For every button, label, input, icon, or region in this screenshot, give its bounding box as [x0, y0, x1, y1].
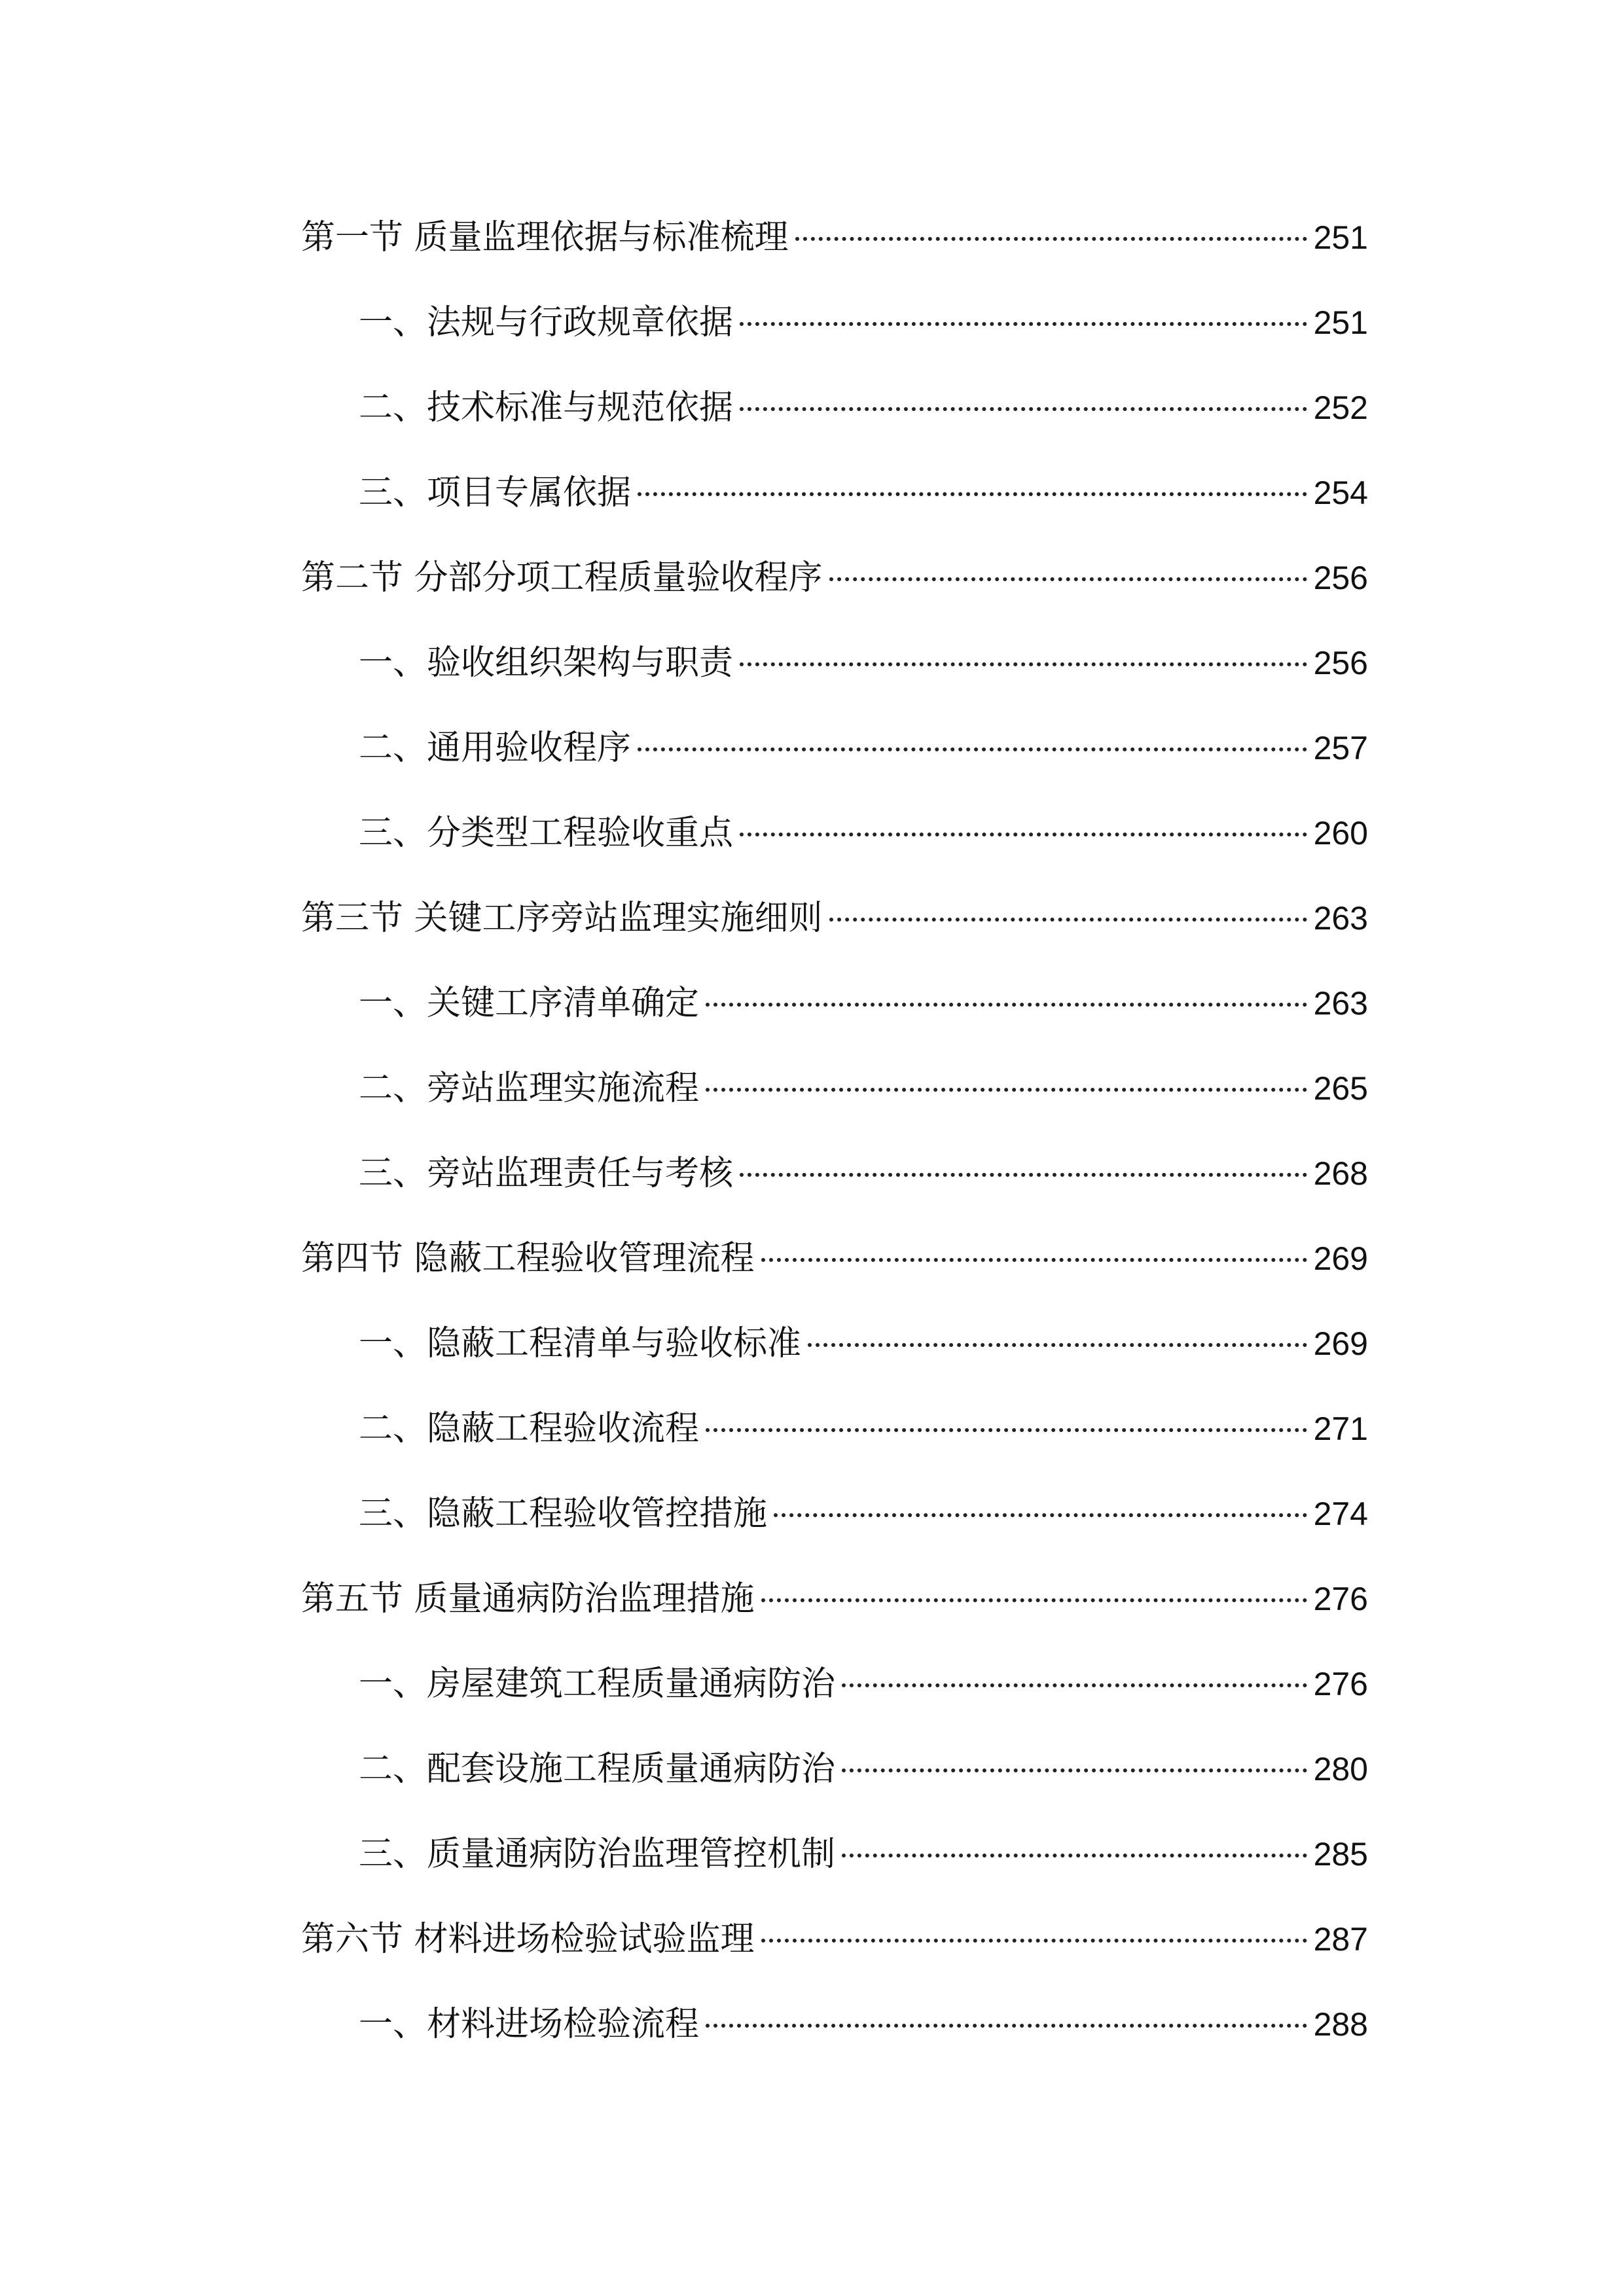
- toc-entry[interactable]: [359, 1311, 1368, 1376]
- toc-entry-page: 252: [1313, 389, 1368, 426]
- toc-dot-leader: [740, 407, 1307, 411]
- toc-dot-leader: [740, 322, 1307, 326]
- toc-entry-label: 第六节 材料进场检验试验监理: [301, 1920, 755, 1959]
- toc-entry-page: 280: [1313, 1751, 1368, 1787]
- toc-entry[interactable]: [301, 1566, 1368, 1632]
- toc-entry[interactable]: [301, 545, 1368, 611]
- toc-entry-label: 二、旁站监理实施流程: [359, 1069, 700, 1108]
- toc-entry-page: 251: [1313, 219, 1368, 256]
- toc-dot-leader: [829, 918, 1307, 922]
- toc-entry-page: 265: [1313, 1070, 1368, 1107]
- toc-entry[interactable]: [301, 205, 1368, 270]
- toc-entry-label: 三、隐蔽工程验收管控措施: [359, 1494, 768, 1534]
- toc-entry[interactable]: [359, 630, 1368, 696]
- toc-entry-page: 276: [1313, 1581, 1368, 1617]
- toc-entry-label: 三、分类型工程验收重点: [359, 814, 734, 853]
- toc-entry[interactable]: [359, 1736, 1368, 1802]
- toc-entry[interactable]: [359, 1056, 1368, 1121]
- toc-dot-leader: [795, 237, 1307, 241]
- toc-entry-page: 287: [1313, 1921, 1368, 1958]
- toc-dot-leader: [706, 1088, 1307, 1092]
- toc-entry-label: 第二节 分部分项工程质量验收程序: [301, 558, 823, 598]
- toc-dot-leader: [842, 1768, 1307, 1772]
- toc-entry-label: 三、旁站监理责任与考核: [359, 1154, 734, 1193]
- toc-entry[interactable]: [359, 1821, 1368, 1887]
- toc-entry-label: 第三节 关键工序旁站监理实施细则: [301, 899, 823, 938]
- toc-dot-leader: [761, 1598, 1307, 1602]
- toc-entry-label: 二、配套设施工程质量通病防治: [359, 1749, 836, 1789]
- toc-entry-label: 一、房屋建筑工程质量通病防治: [359, 1664, 836, 1704]
- toc-entry-page: 257: [1313, 730, 1368, 766]
- toc-dot-leader: [740, 833, 1307, 836]
- toc-dot-leader: [774, 1513, 1307, 1517]
- toc-entry-page: 271: [1313, 1410, 1368, 1447]
- toc-entry-label: 三、质量通病防治监理管控机制: [359, 1835, 836, 1874]
- toc-entry-label: 二、隐蔽工程验收流程: [359, 1409, 700, 1448]
- toc-entry-page: 276: [1313, 1666, 1368, 1702]
- toc-entry[interactable]: [359, 1481, 1368, 1547]
- toc-entry[interactable]: [359, 715, 1368, 781]
- toc-entry[interactable]: [359, 290, 1368, 355]
- toc-dot-leader: [808, 1343, 1307, 1347]
- toc-entry-page: 263: [1313, 985, 1368, 1022]
- toc-dot-leader: [829, 577, 1307, 581]
- toc-dot-leader: [638, 492, 1307, 496]
- toc-entry[interactable]: [359, 971, 1368, 1036]
- toc-entry-page: 288: [1313, 2006, 1368, 2043]
- toc-entry-page: 260: [1313, 815, 1368, 852]
- toc-entry-label: 三、项目专属依据: [359, 473, 632, 512]
- toc-entry-label: 第一节 质量监理依据与标准梳理: [301, 218, 789, 257]
- toc-entry-page: 263: [1313, 900, 1368, 937]
- toc-entry-label: 二、通用验收程序: [359, 728, 632, 768]
- toc-entry[interactable]: [359, 1396, 1368, 1462]
- toc-dot-leader: [740, 1173, 1307, 1177]
- toc-entry-label: 一、关键工序清单确定: [359, 984, 700, 1023]
- toc-entry-page: 254: [1313, 475, 1368, 511]
- toc-entry[interactable]: [301, 1226, 1368, 1291]
- toc-dot-leader: [842, 1683, 1307, 1687]
- toc-entry[interactable]: [301, 1907, 1368, 1972]
- toc-dot-leader: [761, 1258, 1307, 1262]
- toc-entry[interactable]: [359, 1141, 1368, 1206]
- toc-dot-leader: [761, 1939, 1307, 1943]
- toc-entry-page: 269: [1313, 1240, 1368, 1277]
- toc-dot-leader: [706, 2024, 1307, 2028]
- toc-entry[interactable]: [301, 886, 1368, 951]
- toc-entry-page: 274: [1313, 1496, 1368, 1532]
- toc-entry-label: 二、技术标准与规范依据: [359, 388, 734, 427]
- toc-dot-leader: [842, 1854, 1307, 1857]
- toc-entry-label: 第四节 隐蔽工程验收管理流程: [301, 1239, 755, 1278]
- toc-dot-leader: [706, 1003, 1307, 1007]
- toc-entry-label: 一、隐蔽工程清单与验收标准: [359, 1324, 802, 1363]
- toc-entry-page: 269: [1313, 1325, 1368, 1362]
- toc-entry-label: 一、验收组织架构与职责: [359, 643, 734, 683]
- toc-entry-label: 一、法规与行政规章依据: [359, 303, 734, 342]
- toc-entry-label: 一、材料进场检验流程: [359, 2005, 700, 2044]
- toc-dot-leader: [740, 662, 1307, 666]
- toc-entry[interactable]: [359, 800, 1368, 866]
- toc-entry[interactable]: [359, 1651, 1368, 1717]
- toc-entry[interactable]: [359, 375, 1368, 440]
- toc-entry-label: 第五节 质量通病防治监理措施: [301, 1579, 755, 1619]
- toc-entry[interactable]: [359, 460, 1368, 526]
- toc-dot-leader: [706, 1428, 1307, 1432]
- toc-entry-page: 256: [1313, 645, 1368, 681]
- toc-entry-page: 268: [1313, 1155, 1368, 1192]
- toc-dot-leader: [638, 747, 1307, 751]
- toc-entry[interactable]: [359, 1992, 1368, 2057]
- toc-entry-page: 285: [1313, 1836, 1368, 1873]
- toc-entry-page: 256: [1313, 560, 1368, 596]
- toc-entry-page: 251: [1313, 304, 1368, 341]
